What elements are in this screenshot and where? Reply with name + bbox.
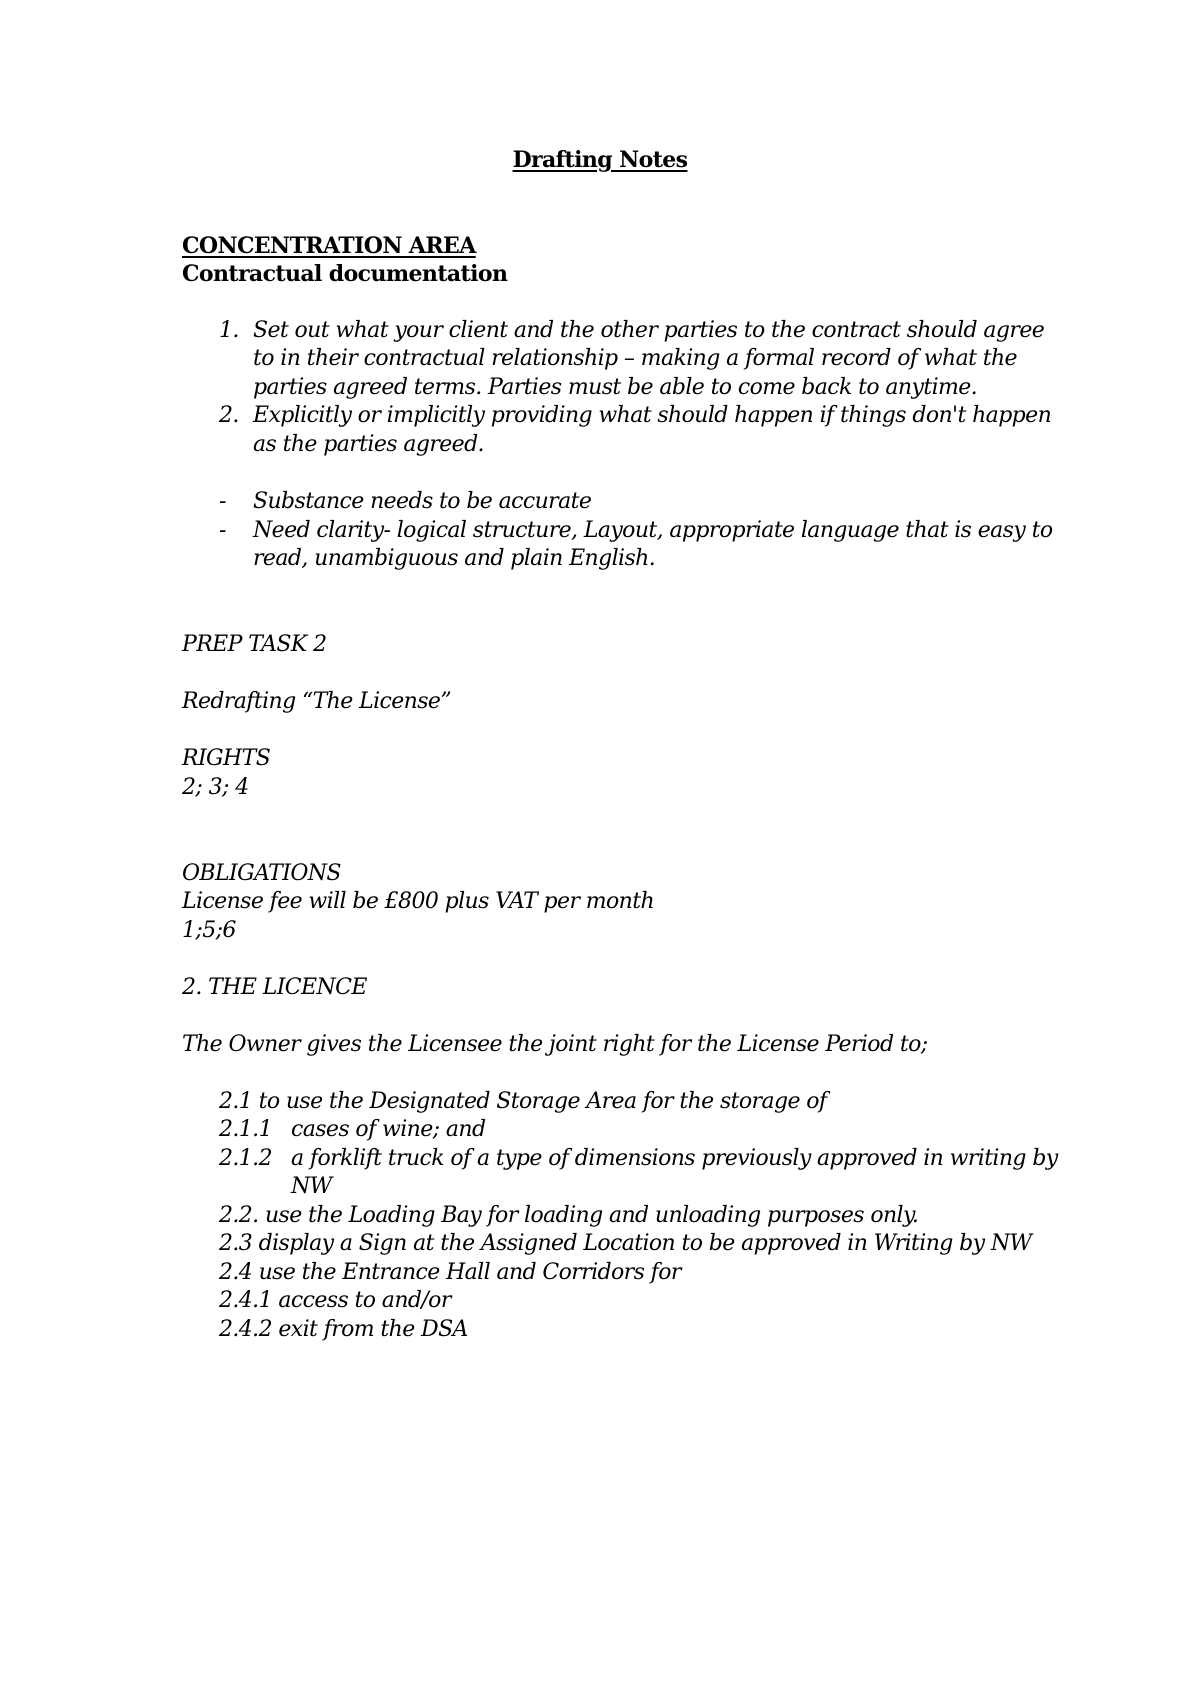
prep-task-heading: PREP TASK 2: [182, 632, 327, 657]
rights-values: 2; 3; 4: [182, 775, 249, 800]
document-title: Drafting Notes: [512, 147, 688, 173]
obligations-fee: License fee will be £800 plus VAT per month: [182, 889, 655, 914]
licence-intro: The Owner gives the Licensee the joint right for the License Period to;: [182, 1032, 928, 1057]
clause-2-1: 2.1 to use the Designated Storage Area for the storage of: [219, 1089, 827, 1114]
bullet-item-line: Substance needs to be accurate: [253, 489, 592, 514]
bullet-item-line: read, unambiguous and plain English.: [253, 546, 656, 571]
numbered-item-line: as the parties agreed.: [253, 432, 484, 457]
concentration-heading: CONCENTRATION AREA: [182, 233, 476, 259]
clause-2-3: 2.3 display a Sign at the Assigned Location to be approved in Writing by NW: [219, 1231, 1032, 1256]
numbered-item-line: parties agreed terms. Parties must be able to come back to anytime.: [253, 375, 978, 400]
bullet-item-line: Need clarity- logical structure, Layout, appropriate language that is easy to: [253, 518, 1053, 543]
clause-2-1-1-text: cases of wine; and: [291, 1117, 486, 1142]
obligations-heading: OBLIGATIONS: [182, 861, 341, 886]
clause-2-4-1: 2.4.1 access to and/or: [219, 1288, 451, 1313]
bullet-marker: -: [219, 518, 226, 543]
clause-2-2: 2.2. use the Loading Bay for loading and unloading purposes only.: [219, 1203, 919, 1228]
obligations-values: 1;5;6: [182, 918, 236, 943]
licence-heading: 2. THE LICENCE: [182, 975, 367, 1000]
numbered-item-line: Explicitly or implicitly providing what should happen if things don't happen: [253, 403, 1052, 428]
redrafting-line: Redrafting “The License”: [182, 689, 451, 714]
numbered-item-line: to in their contractual relationship – making a formal record of what the: [253, 346, 1017, 371]
bullet-marker: -: [219, 489, 226, 514]
concentration-subheading: Contractual documentation: [182, 261, 508, 287]
clause-2-4: 2.4 use the Entrance Hall and Corridors for: [219, 1260, 681, 1285]
clause-2-1-1-number: 2.1.1: [219, 1117, 272, 1142]
clause-2-1-2-text: a forklift truck of a type of dimensions previously approved in writing by: [291, 1146, 1058, 1171]
numbered-item-line: Set out what your client and the other parties to the contract should agree: [253, 318, 1045, 343]
numbered-marker: 2.: [219, 403, 239, 428]
clause-2-1-2-number: 2.1.2: [219, 1146, 272, 1171]
clause-2-1-2-continuation: NW: [291, 1174, 332, 1199]
numbered-marker: 1.: [219, 318, 239, 343]
clause-2-4-2: 2.4.2 exit from the DSA: [219, 1317, 468, 1342]
rights-heading: RIGHTS: [182, 746, 271, 771]
